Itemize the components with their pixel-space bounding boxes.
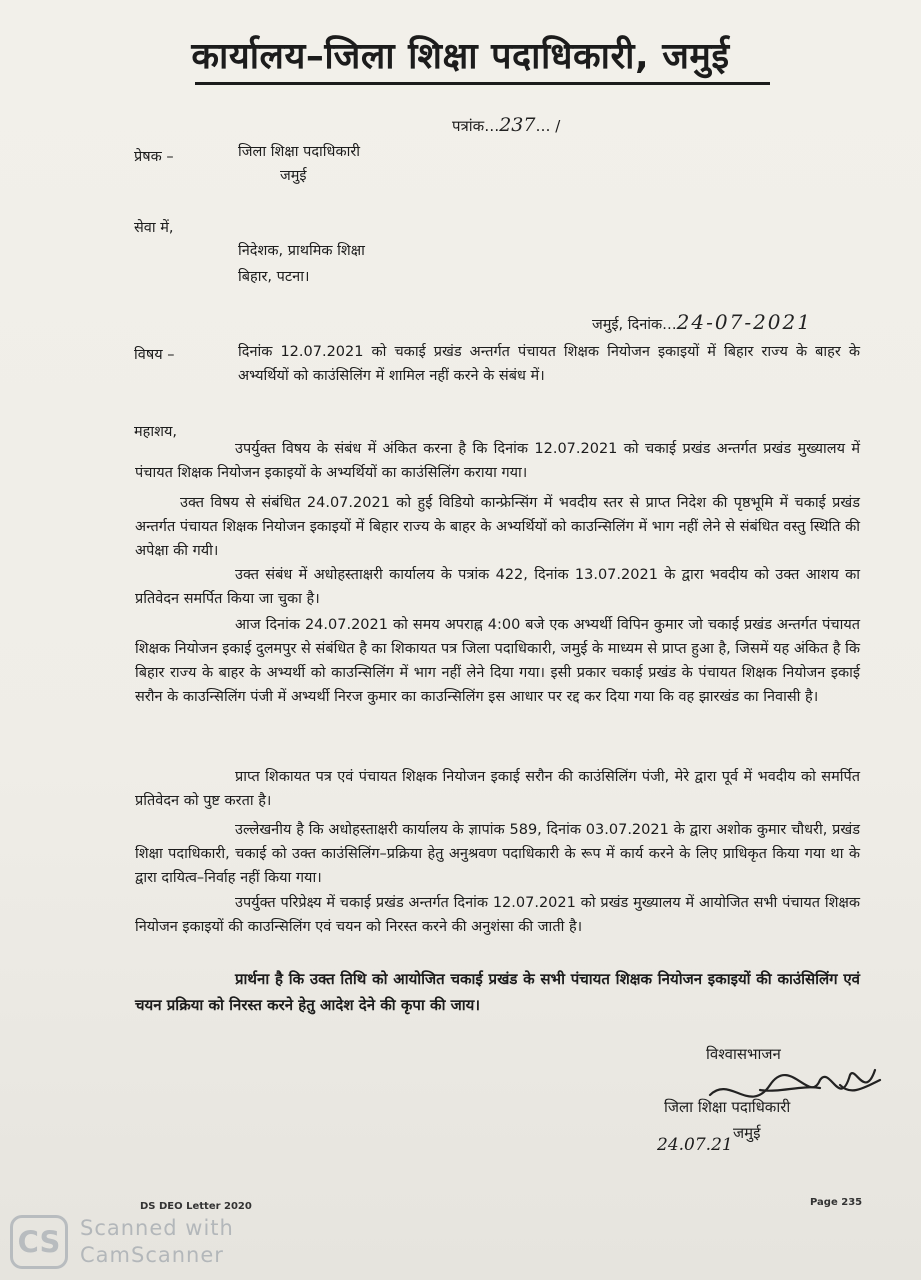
signature-place: जमुई xyxy=(733,1124,761,1142)
paragraph-4: आज दिनांक 24.07.2021 को समय अपराह्न 4:00 बजे एक अभ्यर्थी विपिन कुमार जो चकाई प्रखंड अन्तर्गत पंचायत शिक्षक नियोजन इकाई दुलमपुर से संबंधित है का शिकायत पत्र जिला पदाधिकारी, जमुई के माध्यम से प्राप्त हुआ है, जिसमें यह अंकित है कि बिहार राज्य के बाहर के अभ्यर्थी को काउन्सिलिंग में भाग नहीं लेने दिया गया। इसी प्रकार चकाई प्रखंड के पंचायत शिक्षक नियोजन इकाई सरौन के काउन्सिलिंग पंजी में अभ्यर्थी निरज कुमार का काउन्सिलिंग इस आधार पर रद्द कर दिया गया कि वह झारखंड का निवासी है। xyxy=(135,617,860,705)
paragraph-6: उल्लेखनीय है कि अधोहस्ताक्षरी कार्यालय के ज्ञापांक 589, दिनांक 03.07.2021 के द्वारा अशोक कुमार चौधरी, प्रखंड शिक्षा पदाधिकारी, चकाई को उक्त काउंसिलिंग–प्रक्रिया हेतु अनुश्रवण पदाधिकारी के रूप में कार्य करने के लिए प्राधिकृत किया गया था के द्वारा दायित्व–निर्वाह नहीं किया गया। xyxy=(135,822,860,886)
watermark-line1: Scanned with xyxy=(80,1216,234,1240)
sender-line1: जिला शिक्षा पदाधिकारी xyxy=(238,144,361,160)
recipient-block xyxy=(238,238,365,290)
sender-block xyxy=(238,140,360,188)
paragraph-5: प्राप्त शिकायत पत्र एवं पंचायत शिक्षक नियोजन इकाई सरौन की काउंसिलिंग पंजी, मेरे द्वारा पूर्व में भवदीय को समर्पित प्रतिवेदन को पुष्ट करता है। xyxy=(135,769,860,809)
closing-text: विश्वासभाजन xyxy=(706,1045,781,1063)
reference-number: पत्रांक…237… / xyxy=(452,114,561,136)
recipient-line2: बिहार, पटना। xyxy=(238,269,310,285)
footer-page-number: Page 235 xyxy=(810,1197,863,1208)
salutation: महाशय, xyxy=(134,424,178,440)
title-underline xyxy=(195,82,770,85)
office-title: कार्यालय–जिला शिक्षा पदाधिकारी, जमुई xyxy=(191,36,730,77)
sender-label: प्रेषक – xyxy=(134,149,174,165)
paragraph-2: उक्त विषय से संबंधित 24.07.2021 को हुई विडियो कान्फ्रेन्सिंग में भवदीय स्तर से प्राप्त निदेश की पृष्ठभूमि में चकाई प्रखंड अन्तर्गत पंचायत शिक्षक नियोजन इकाइयों में बिहार राज्य के बाहर के अभ्यर्थियों को काउन्सिलिंग में भाग नहीं लेने से संबंधित वस्तु स्थिति की अपेक्षा की गयी। xyxy=(135,495,860,559)
reference-handwritten-number: 237 xyxy=(499,114,536,136)
reference-label: पत्रांक xyxy=(452,117,485,135)
paragraph-3: उक्त संबंध में अधोहस्ताक्षरी कार्यालय के पत्रांक 422, दिनांक 13.07.2021 के द्वारा भवदीय को उक्त आशय का प्रतिवेदन समर्पित किया जा चुका है। xyxy=(135,567,860,607)
footer-left: DS DEO Letter 2020 xyxy=(140,1201,252,1212)
subject-label: विषय – xyxy=(134,347,175,363)
request-paragraph: प्रार्थना है कि उक्त तिथि को आयोजित चकाई प्रखंड के सभी पंचायत शिक्षक नियोजन इकाइयों की काउंसिलिंग एवं चयन प्रक्रिया को निरस्त करने हेतु आदेश देने की कृपा की जाय। xyxy=(135,970,860,1014)
date-line: जमुई, दिनांक…24-07-2021 xyxy=(592,310,812,334)
watermark-line2: CamScanner xyxy=(80,1243,224,1267)
subject-text: दिनांक 12.07.2021 को चकाई प्रखंड अन्तर्गत पंचायत शिक्षक नियोजन इकाइयों में बिहार राज्य के बाहर के अभ्यर्थियों को काउंसिलिंग में शामिल नहीं करने के संबंध में। xyxy=(238,344,860,384)
recipient-line1: निदेशक, प्राथमिक शिक्षा xyxy=(238,243,365,259)
sender-line2: जमुई xyxy=(280,168,307,184)
date-label: जमुई, दिनांक xyxy=(592,317,663,333)
paragraph-7: उपर्युक्त परिप्रेक्ष्य में चकाई प्रखंड अन्तर्गत दिनांक 12.07.2021 को प्रखंड मुख्यालय में आयोजित सभी पंचायत शिक्षक नियोजन इकाइयों की काउन्सिलिंग एवं चयन को निरस्त करने की अनुशंसा की जाती है। xyxy=(135,895,860,935)
paragraph-1: उपर्युक्त विषय के संबंध में अंकित करना है कि दिनांक 12.07.2021 को चकाई प्रखंड अन्तर्गत प्रखंड मुख्यालय में पंचायत शिक्षक नियोजन इकाइयों के अभ्यर्थियों का काउंसिलिंग कराया गया। xyxy=(135,441,860,481)
signature-designation: जिला शिक्षा पदाधिकारी xyxy=(664,1098,791,1116)
date-handwritten: 24-07-2021 xyxy=(676,310,812,334)
recipient-label: सेवा में, xyxy=(134,220,174,236)
camscanner-logo-icon: CS xyxy=(10,1215,68,1269)
signature-handwritten-date: 24.07.21 xyxy=(657,1135,733,1155)
